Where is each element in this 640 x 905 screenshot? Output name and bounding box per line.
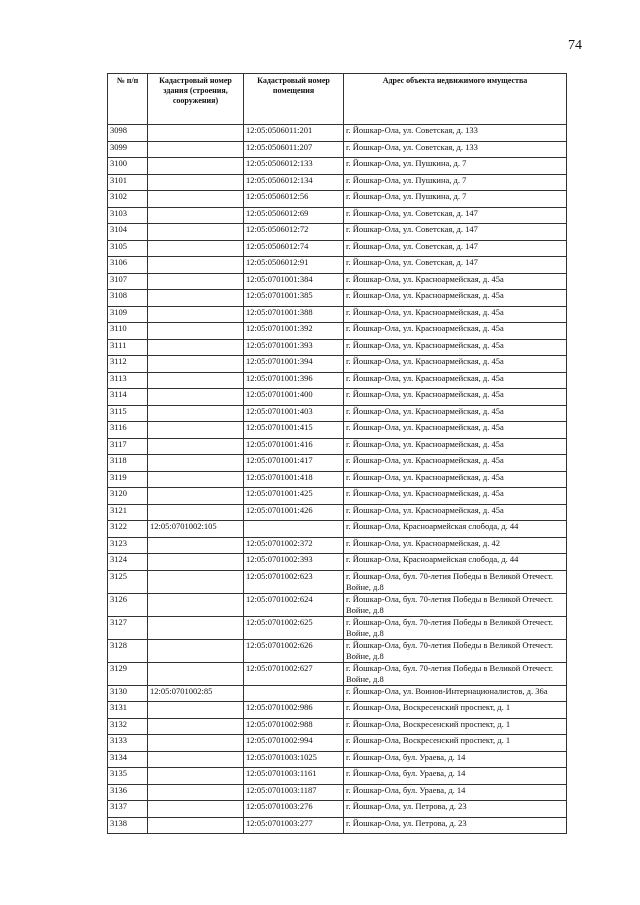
address-cell: г. Йошкар-Ола, ул. Советская, д. 147 [344,207,567,224]
row-number-cell: 3136 [108,784,148,801]
building-cadastral-cell [148,504,244,521]
building-cadastral-cell [148,554,244,571]
table-row [108,306,567,323]
row-number-cell: 3138 [108,817,148,834]
address-cell: г. Йошкар-Ола, бул. 70-летия Победы в Великой Отечест. Войне, д.8 [344,616,567,639]
building-cadastral-cell [148,488,244,505]
address-cell: г. Йошкар-Ола, ул. Советская, д. 147 [344,240,567,257]
premises-cadastral-cell: 12:05:0701003:1187 [244,784,344,801]
address-cell: г. Йошкар-Ола, ул. Красноармейская, д. 45а [344,422,567,439]
row-number-cell: 3100 [108,158,148,175]
table-row [108,158,567,175]
row-number-cell: 3122 [108,521,148,538]
address-cell: г. Йошкар-Ола, ул. Советская, д. 133 [344,125,567,142]
premises-cadastral-cell [244,521,344,538]
address-cell: г. Йошкар-Ола, ул. Красноармейская, д. 42 [344,537,567,554]
address-cell: г. Йошкар-Ола, ул. Красноармейская, д. 45а [344,290,567,307]
premises-cadastral-cell: 12:05:0701003:277 [244,817,344,834]
address-cell: г. Йошкар-Ола, Воскресенский проспект, д. 1 [344,718,567,735]
address-cell: г. Йошкар-Ола, ул. Пушкина, д. 7 [344,191,567,208]
address-cell: г. Йошкар-Ола, ул. Красноармейская, д. 45а [344,488,567,505]
table-row [108,554,567,571]
premises-cadastral-cell: 12:05:0701003:276 [244,801,344,818]
table-row [108,422,567,439]
address-cell: г. Йошкар-Ола, ул. Красноармейская, д. 45а [344,339,567,356]
address-cell: г. Йошкар-Ола, ул. Красноармейская, д. 45а [344,455,567,472]
building-cadastral-cell [148,405,244,422]
premises-cadastral-cell: 12:05:0701002:624 [244,593,344,616]
row-number-cell: 3104 [108,224,148,241]
premises-cadastral-cell: 12:05:0506012:91 [244,257,344,274]
table-row [108,801,567,818]
building-cadastral-cell: 12:05:0701002:105 [148,521,244,538]
row-number-cell: 3110 [108,323,148,340]
premises-cadastral-cell: 12:05:0506011:201 [244,125,344,142]
row-number-cell: 3107 [108,273,148,290]
building-cadastral-cell [148,768,244,785]
row-number-cell: 3128 [108,639,148,662]
row-number-cell: 3109 [108,306,148,323]
table-row [108,537,567,554]
table-row [108,455,567,472]
building-cadastral-cell [148,191,244,208]
row-number-cell: 3123 [108,537,148,554]
address-cell: г. Йошкар-Ола, ул. Красноармейская, д. 45а [344,438,567,455]
table-row [108,389,567,406]
building-cadastral-cell [148,455,244,472]
table-row [108,323,567,340]
building-cadastral-cell [148,570,244,593]
address-cell: г. Йошкар-Ола, ул. Красноармейская, д. 45а [344,504,567,521]
premises-cadastral-cell: 12:05:0701002:988 [244,718,344,735]
address-cell: г. Йошкар-Ола, бул. 70-летия Победы в Великой Отечест. Войне, д.8 [344,593,567,616]
premises-cadastral-cell: 12:05:0701002:627 [244,662,344,685]
building-cadastral-cell [148,224,244,241]
address-cell: г. Йошкар-Ола, ул. Воинов-Интернационалистов, д. 36а [344,685,567,702]
address-cell: г. Йошкар-Ола, ул. Советская, д. 133 [344,141,567,158]
premises-cadastral-cell: 12:05:0701001:418 [244,471,344,488]
row-number-cell: 3108 [108,290,148,307]
table-row [108,702,567,719]
table-header-row [108,74,567,125]
table-row [108,224,567,241]
table-row [108,339,567,356]
row-number-cell: 3117 [108,438,148,455]
building-cadastral-cell [148,616,244,639]
premises-cadastral-cell: 12:05:0506012:134 [244,174,344,191]
row-number-cell: 3099 [108,141,148,158]
premises-cadastral-cell: 12:05:0701002:986 [244,702,344,719]
header-address: Адрес объекта недвижимого имущества [344,74,567,125]
table-row [108,488,567,505]
premises-cadastral-cell: 12:05:0701001:417 [244,455,344,472]
address-cell: г. Йошкар-Ола, ул. Красноармейская, д. 45а [344,389,567,406]
building-cadastral-cell [148,593,244,616]
row-number-cell: 3114 [108,389,148,406]
address-cell: г. Йошкар-Ола, ул. Красноармейская, д. 45а [344,471,567,488]
row-number-cell: 3132 [108,718,148,735]
building-cadastral-cell [148,718,244,735]
row-number-cell: 3125 [108,570,148,593]
address-cell: г. Йошкар-Ола, ул. Петрова, д. 23 [344,817,567,834]
table-row [108,471,567,488]
table-row [108,191,567,208]
address-cell: г. Йошкар-Ола, ул. Красноармейская, д. 45а [344,273,567,290]
table-row [108,290,567,307]
table-row [108,207,567,224]
row-number-cell: 3101 [108,174,148,191]
row-number-cell: 3127 [108,616,148,639]
building-cadastral-cell [148,323,244,340]
table-row [108,751,567,768]
premises-cadastral-cell: 12:05:0701002:626 [244,639,344,662]
building-cadastral-cell [148,240,244,257]
address-cell: г. Йошкар-Ола, ул. Красноармейская, д. 45а [344,405,567,422]
row-number-cell: 3112 [108,356,148,373]
address-cell: г. Йошкар-Ола, Красноармейская слобода, д. 44 [344,554,567,571]
table-row [108,593,567,616]
table-row [108,784,567,801]
row-number-cell: 3130 [108,685,148,702]
table-row [108,372,567,389]
building-cadastral-cell [148,784,244,801]
table-row [108,174,567,191]
premises-cadastral-cell: 12:05:0701001:396 [244,372,344,389]
building-cadastral-cell [148,702,244,719]
building-cadastral-cell: 12:05:0701002:85 [148,685,244,702]
address-cell: г. Йошкар-Ола, ул. Красноармейская, д. 45а [344,356,567,373]
address-cell: г. Йошкар-Ола, ул. Красноармейская, д. 45а [344,323,567,340]
premises-cadastral-cell: 12:05:0701001:400 [244,389,344,406]
table-row [108,662,567,685]
address-cell: г. Йошкар-Ола, ул. Петрова, д. 23 [344,801,567,818]
building-cadastral-cell [148,817,244,834]
page-number: 74 [568,38,582,53]
table-row [108,405,567,422]
building-cadastral-cell [148,339,244,356]
premises-cadastral-cell: 12:05:0701001:403 [244,405,344,422]
building-cadastral-cell [148,207,244,224]
row-number-cell: 3133 [108,735,148,752]
address-cell: г. Йошкар-Ола, ул. Пушкина, д. 7 [344,174,567,191]
row-number-cell: 3113 [108,372,148,389]
premises-cadastral-cell: 12:05:0701002:393 [244,554,344,571]
premises-cadastral-cell: 12:05:0701002:994 [244,735,344,752]
address-cell: г. Йошкар-Ола, Воскресенский проспект, д. 1 [344,702,567,719]
address-cell: г. Йошкар-Ола, бул. 70-летия Победы в Великой Отечест. Войне, д.8 [344,570,567,593]
row-number-cell: 3135 [108,768,148,785]
building-cadastral-cell [148,141,244,158]
table-row [108,817,567,834]
building-cadastral-cell [148,471,244,488]
row-number-cell: 3124 [108,554,148,571]
table-row [108,521,567,538]
row-number-cell: 3120 [108,488,148,505]
address-cell: г. Йошкар-Ола, бул. Ураева, д. 14 [344,784,567,801]
building-cadastral-cell [148,751,244,768]
address-cell: г. Йошкар-Ола, бул. Ураева, д. 14 [344,768,567,785]
address-cell: г. Йошкар-Ола, Воскресенский проспект, д. 1 [344,735,567,752]
premises-cadastral-cell: 12:05:0701001:384 [244,273,344,290]
row-number-cell: 3126 [108,593,148,616]
premises-cadastral-cell: 12:05:0506012:56 [244,191,344,208]
address-cell: г. Йошкар-Ола, ул. Красноармейская, д. 45а [344,372,567,389]
building-cadastral-cell [148,438,244,455]
premises-cadastral-cell: 12:05:0701001:393 [244,339,344,356]
address-cell: г. Йошкар-Ола, ул. Советская, д. 147 [344,257,567,274]
building-cadastral-cell [148,273,244,290]
premises-cadastral-cell: 12:05:0701001:388 [244,306,344,323]
building-cadastral-cell [148,174,244,191]
row-number-cell: 3116 [108,422,148,439]
table-row [108,718,567,735]
row-number-cell: 3098 [108,125,148,142]
address-cell: г. Йошкар-Ола, ул. Красноармейская, д. 45а [344,306,567,323]
row-number-cell: 3106 [108,257,148,274]
row-number-cell: 3118 [108,455,148,472]
premises-cadastral-cell: 12:05:0701003:1025 [244,751,344,768]
row-number-cell: 3103 [108,207,148,224]
premises-cadastral-cell: 12:05:0701002:372 [244,537,344,554]
building-cadastral-cell [148,257,244,274]
row-number-cell: 3111 [108,339,148,356]
premises-cadastral-cell: 12:05:0701001:416 [244,438,344,455]
premises-cadastral-cell: 12:05:0701001:394 [244,356,344,373]
table-row [108,257,567,274]
row-number-cell: 3119 [108,471,148,488]
premises-cadastral-cell: 12:05:0506012:74 [244,240,344,257]
building-cadastral-cell [148,372,244,389]
address-cell: г. Йошкар-Ола, бул. Ураева, д. 14 [344,751,567,768]
row-number-cell: 3115 [108,405,148,422]
building-cadastral-cell [148,306,244,323]
table-row [108,639,567,662]
building-cadastral-cell [148,389,244,406]
address-cell: г. Йошкар-Ола, Красноармейская слобода, д. 44 [344,521,567,538]
table-row [108,125,567,142]
table-row [108,735,567,752]
building-cadastral-cell [148,639,244,662]
premises-cadastral-cell: 12:05:0701001:425 [244,488,344,505]
premises-cadastral-cell: 12:05:0701001:385 [244,290,344,307]
premises-cadastral-cell: 12:05:0506012:133 [244,158,344,175]
row-number-cell: 3131 [108,702,148,719]
table-row [108,438,567,455]
address-cell: г. Йошкар-Ола, ул. Пушкина, д. 7 [344,158,567,175]
building-cadastral-cell [148,356,244,373]
premises-cadastral-cell: 12:05:0701001:415 [244,422,344,439]
table-row [108,570,567,593]
premises-cadastral-cell: 12:05:0701002:623 [244,570,344,593]
table-row [108,240,567,257]
building-cadastral-cell [148,290,244,307]
premises-cadastral-cell: 12:05:0506012:72 [244,224,344,241]
building-cadastral-cell [148,735,244,752]
table-row [108,504,567,521]
address-cell: г. Йошкар-Ола, бул. 70-летия Победы в Великой Отечест. Войне, д.8 [344,662,567,685]
header-premises-cadastral: Кадастровый номер помещения [244,74,344,125]
premises-cadastral-cell: 12:05:0701002:625 [244,616,344,639]
header-building-cadastral: Кадастровый номер здания (строения, сооружения) [148,74,244,125]
premises-cadastral-cell: 12:05:0506011:207 [244,141,344,158]
row-number-cell: 3121 [108,504,148,521]
building-cadastral-cell [148,125,244,142]
row-number-cell: 3102 [108,191,148,208]
table-row [108,768,567,785]
building-cadastral-cell [148,158,244,175]
premises-cadastral-cell: 12:05:0701001:426 [244,504,344,521]
premises-cadastral-cell: 12:05:0701003:1161 [244,768,344,785]
header-row-number: № п/п [108,74,148,125]
row-number-cell: 3105 [108,240,148,257]
table-row [108,141,567,158]
row-number-cell: 3137 [108,801,148,818]
building-cadastral-cell [148,422,244,439]
row-number-cell: 3134 [108,751,148,768]
address-cell: г. Йошкар-Ола, бул. 70-летия Победы в Великой Отечест. Войне, д.8 [344,639,567,662]
building-cadastral-cell [148,537,244,554]
address-cell: г. Йошкар-Ола, ул. Советская, д. 147 [344,224,567,241]
premises-cadastral-cell [244,685,344,702]
table-row [108,616,567,639]
table-row [108,356,567,373]
building-cadastral-cell [148,801,244,818]
premises-cadastral-cell: 12:05:0701001:392 [244,323,344,340]
property-registry-table [107,73,567,834]
row-number-cell: 3129 [108,662,148,685]
building-cadastral-cell [148,662,244,685]
table-row [108,685,567,702]
table-row [108,273,567,290]
premises-cadastral-cell: 12:05:0506012:69 [244,207,344,224]
